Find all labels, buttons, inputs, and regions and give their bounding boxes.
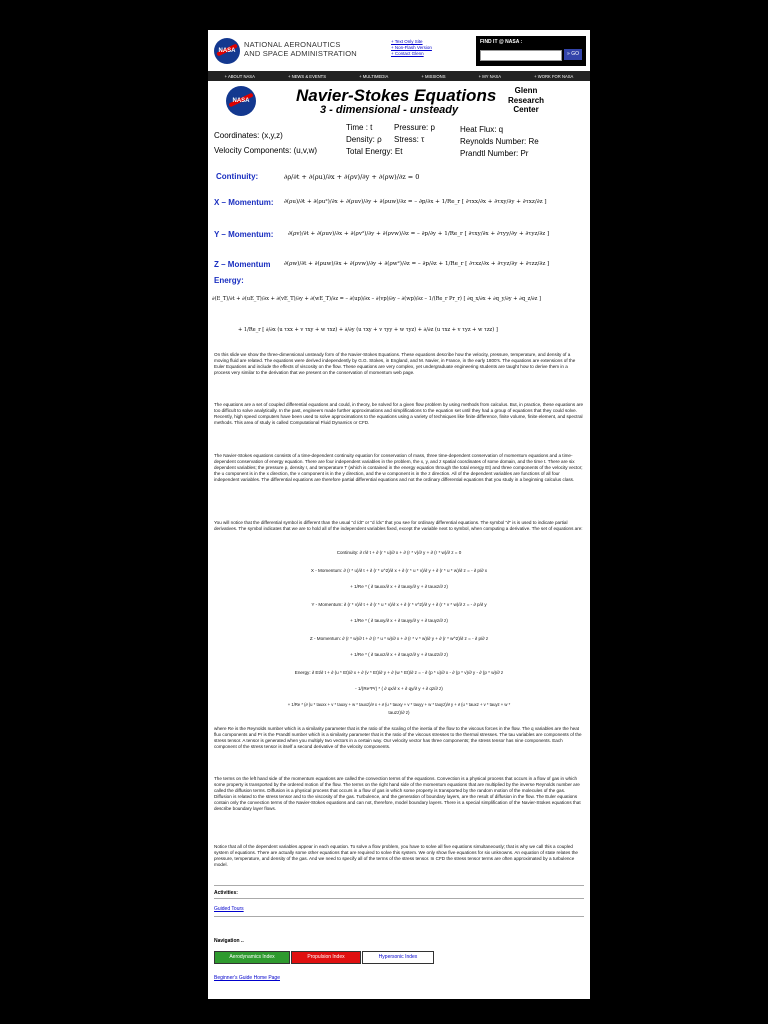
paragraph-intro: On this slide we show the three-dimensional unsteady form of the Navier-Stokes Equations. These equations describe how the velocity, pressure, temperature, and density of a moving fluid are related. The equations were derived independently by G.G. Stokes, in England, and M. Navier, in France, in the early 1800's. The equations are extensions of the Euler Equations and include the effects of viscosity on the flow. These equations are very complex, yet undergraduate engineering students are taught how to derive them in a process very similar to the derivation that we present on the conservation of momentum web page.: [214, 352, 576, 375]
heat-flux-label: Heat Flux: q: [460, 125, 504, 134]
nav-news-events[interactable]: + NEWS & EVENTS: [287, 73, 327, 79]
contact-glenn-link[interactable]: + Contact Glenn: [391, 51, 424, 56]
nav-missions[interactable]: + MISSIONS: [421, 73, 446, 79]
prandtl-label: Prandtl Number: Pr: [460, 149, 529, 158]
y-momentum-equation: ∂(ρv)/∂t + ∂(ρuv)/∂x + ∂(ρv²)/∂y + ∂(ρvw)/∂z = – ∂p/∂y + 1/Re_r [ ∂τxy/∂x + ∂τyy/∂y + ∂τyz/∂z ]: [288, 231, 550, 237]
paragraph-partial: You will notice that the differential symbol is different than the usual "d /dt" or "d /dx" that you see for ordinary differential equations. The symbol "∂" is is used to indicate partial derivatives. The symbol indicates that we are to hold all of the independent variables fixed, except the variable next to symbol, when computing a derivative. The set of equations are:: [214, 520, 583, 531]
go-button[interactable]: » GO: [564, 49, 582, 60]
search-label: FIND IT @ NASA :: [480, 39, 523, 45]
simple-energy-cont3: tauzz)/∂ z): [388, 710, 410, 715]
total-energy-label: Total Energy: Et: [346, 147, 403, 156]
content-page: [208, 30, 590, 999]
nasa-logo[interactable]: NASA: [214, 38, 240, 64]
x-momentum-equation: ∂(ρu)/∂t + ∂(ρu²)/∂x + ∂(ρuv)/∂y + ∂(ρuw)/∂z = – ∂p/∂x + 1/Re_r [ ∂τxx/∂x + ∂τxy/∂y + ∂τxz/∂z ]: [284, 199, 547, 205]
paragraph-reynolds: where Re is the Reynolds number which is a similarity parameter that is the ratio of the scaling of the inertia of the flow to the viscous forces in the flow. The q variables are the heat flux components and Pr is the Prandtl number which is a similarity parameter that is the ratio of the viscous stresses to the thermal stresses. The tau variables are components of the stress tensor. A tensor is generated when you multiply two vectors in a certain way. Our velocity vector has three components; the stress tensor has nine components. Each component of the stress tensor is itself a second derivative of the velocity components.: [214, 726, 582, 749]
coordinates-label: Coordinates: (x,y,z): [214, 131, 283, 140]
aerodynamics-index-button[interactable]: Aerodynamics Index: [214, 951, 290, 964]
nav-about-nasa[interactable]: + ABOUT NASA: [224, 73, 255, 79]
page-background: [28, 28, 746, 999]
title-area: [208, 82, 590, 122]
home-page-link[interactable]: Beginner's Guide Home Page: [214, 975, 280, 981]
simple-x-momentum: X - Momentum: ∂ (r * u)/∂ t + ∂ (r * u^2)/∂ x + ∂ (r * u * v)/∂ y + ∂ (r * u * w)/∂ z = - ∂ p/∂ x: [310, 568, 488, 573]
simple-energy-cont2: + 1/Re * (∂ (u * tauxx + v * tauxy + w * tauxz)/∂ x + ∂ (u * tauxy + v * tauyy + w * tauyz)/∂ y + ∂ (u * tauxz + v * tauyz + w *: [287, 702, 511, 707]
simple-y-momentum-cont: + 1/Re * ( ∂ tauxy/∂ x + ∂ tauyy/∂ y + ∂ tauyz/∂ z): [350, 618, 448, 623]
continuity-label: Continuity:: [216, 172, 259, 181]
simple-continuity: Continuity: ∂ r/∂ t + ∂ (r * u)/∂ x + ∂ (r * v)/∂ y + ∂ (r * w)/∂ z = 0: [336, 550, 462, 555]
nav-multimedia[interactable]: + MULTIMEDIA: [359, 73, 389, 79]
energy-equation-line2: + 1/Re_r [ ∂/∂x (u τxx + v τxy + w τxz) + ∂/∂y (u τxy + v τyy + w τyz) + ∂/∂z (u τxz + v τyz + w τzz) ]: [238, 327, 498, 333]
text-only-link[interactable]: + Text Only Site: [391, 39, 423, 44]
time-label: Time : t: [346, 123, 373, 132]
simple-z-momentum-cont: + 1/Re * ( ∂ tauxz/∂ x + ∂ tauyz/∂ y + ∂ tauzz/∂ z): [350, 652, 448, 657]
x-momentum-label: X – Momentum:: [214, 198, 274, 207]
navigation-heading: Navigation ..: [214, 938, 244, 944]
search-input[interactable]: [480, 50, 562, 61]
energy-label: Energy:: [214, 276, 244, 285]
pressure-label: Pressure: p: [394, 123, 435, 132]
reynolds-label: Reynolds Number: Re: [460, 137, 539, 146]
hypersonic-index-button[interactable]: Hypersonic Index: [362, 951, 434, 964]
paragraph-variables: The Navier-Stokes equations consists of a time-dependent continuity equation for conservation of mass, three time-dependent conservation of momentum equations and a time-dependent conservation of energy equation. There are four independent variables in the problem, the x, y, and z spatial coordinates of some domain, and the time t. There are six dependent variables; the pressure p, density r, and temperature T (which is contained in the energy equation through the total energy Et) and three components of the velocity vector; the u component is in the x direction, the v component is in the y direction, and the w component is in the z direction. All of the dependent variables are functions of all four independent variables. The differential equations are therefore partial differential equations and not the ordinary differential equations that you study in a beginning calculus class.: [214, 453, 583, 482]
simple-y-momentum: Y - Momentum: ∂ (r * v)/∂ t + ∂ (r * u * v)/∂ x + ∂ (r * v^2)/∂ y + ∂ (r * v * w)/∂ z = - ∂ p/∂ y: [311, 602, 487, 607]
nasa-nav-bar: [208, 71, 590, 81]
energy-equation-line1: ∂(E_T)/∂t + ∂(uE_T)/∂x + ∂(vE_T)/∂y + ∂(wE_T)/∂z = – ∂(up)/∂x – ∂(vp)/∂y – ∂(wp)/∂z – 1/(Re_r Pr_r) [ ∂q_x/∂x + ∂q_y/∂y + ∂q_z/∂z ]: [212, 296, 541, 302]
nasa-logo-title: NASA: [226, 86, 256, 116]
z-momentum-equation: ∂(ρw)/∂t + ∂(ρuw)/∂x + ∂(ρvw)/∂y + ∂(ρw²)/∂z = – ∂p/∂z + 1/Re_r [ ∂τxz/∂x + ∂τyz/∂y + ∂τzz/∂z ]: [284, 261, 550, 267]
nav-my-nasa[interactable]: + MY NASA: [478, 73, 502, 79]
simple-energy: Energy: ∂ Et/∂ t + ∂ (u * Et)/∂ x + ∂ (v * Et)/∂ y + ∂ (w * Et)/∂ z = - ∂ (p * u)/∂ x - ∂ (p * v)/∂ y - ∂ (p * w)/∂ z: [294, 670, 504, 675]
search-box: [476, 36, 586, 66]
simple-z-momentum: Z - Momentum: ∂ (r * w)/∂ t + ∂ (r * u * w)/∂ x + ∂ (r * v * w)/∂ y + ∂ (r * w^2)/∂ z = - ∂ p/∂ z: [309, 636, 489, 641]
velocity-label: Velocity Components: (u,v,w): [214, 146, 318, 155]
y-momentum-label: Y – Momentum:: [214, 230, 274, 239]
z-momentum-label: Z – Momentum: [214, 260, 271, 269]
guided-tours-link[interactable]: Guided Tours: [214, 906, 244, 912]
divider: [214, 898, 584, 899]
paragraph-differential: The equations are a set of coupled differential equations and could, in theory, be solved for a given flow problem by using methods from calculus. But, in practice, these equations are too difficult to solve analytically. In the past, engineers made further approximations and simplifications to the equation set until they had a group of equations that they could solve. Recently, high speed computers have been used to solve approximations to the equations using a variety of techniques like finite difference, finite volume, finite element, and spectral methods. This area of study is called Computational Fluid Dynamics or CFD.: [214, 402, 584, 425]
stress-label: Stress: τ: [394, 135, 425, 144]
paragraph-convection: The terms on the left hand side of the momentum equations are called the convection terms of the equations. Convection is a physical process that occurs in a flow of gas in which some property is transported by the ordered motion of the flow. The terms on the right hand side of the momentum equations that are multiplied by the inverse Reynolds number are called the diffusion terms. Diffusion is a physical process that occurs in a flow of gas in which some property is transported by the random motion of the molecules of the gas. Diffusion is related to the stress tensor and to the viscosity of the gas. Turbulence, and the generation of boundary layers, are the result of diffusion in the flow. The Euler equations contain only the convection terms of the Navier-Stokes equations and can not, therefore, model boundary layers. There is a special simplification of the Navier-Stokes equations that describe boundary layer flows.: [214, 776, 581, 811]
glenn-center-label: Glenn Research Center: [508, 86, 545, 114]
activities-heading: Activities:: [214, 890, 238, 896]
page-title: Navier-Stokes Equations: [296, 86, 497, 105]
paragraph-coupled: Notice that all of the dependent variables appear in each equation. To solve a flow problem, you have to solve all five equations simultaneously; that is why we call this a coupled system of equations. There are actually some other equations that are required to solve this system. We only show five equations for six unknowns. An equation of state relates the pressure, temperature, and density of the gas. And we need to specify all of the terms of the stress tensor. In CFD the stress tensor terms are often approximated by a turbulence model.: [214, 844, 578, 867]
divider: [214, 885, 584, 886]
nasa-header: [208, 30, 590, 70]
simple-energy-cont1: - 1/(Re*Pr) * ( ∂ qx/∂ x + ∂ qy/∂ y + ∂ qz/∂ z): [355, 686, 443, 691]
page-subtitle: 3 - dimensional - unsteady: [320, 104, 459, 116]
agency-name: NATIONAL AERONAUTICS AND SPACE ADMINISTRATION: [244, 40, 357, 58]
propulsion-index-button[interactable]: Propulsion Index: [291, 951, 361, 964]
density-label: Density: ρ: [346, 135, 382, 144]
continuity-equation: ∂ρ/∂t + ∂(ρu)/∂x + ∂(ρv)/∂y + ∂(ρw)/∂z = 0: [284, 173, 420, 181]
header-links: [391, 39, 432, 57]
simple-x-momentum-cont: + 1/Re * ( ∂ tauxx/∂ x + ∂ tauxy/∂ y + ∂ tauxz/∂ z): [350, 584, 448, 589]
non-flash-link[interactable]: + Non-Flash Version: [391, 45, 432, 50]
nav-work-for-nasa[interactable]: + WORK FOR NASA: [534, 73, 574, 79]
divider: [214, 916, 584, 917]
